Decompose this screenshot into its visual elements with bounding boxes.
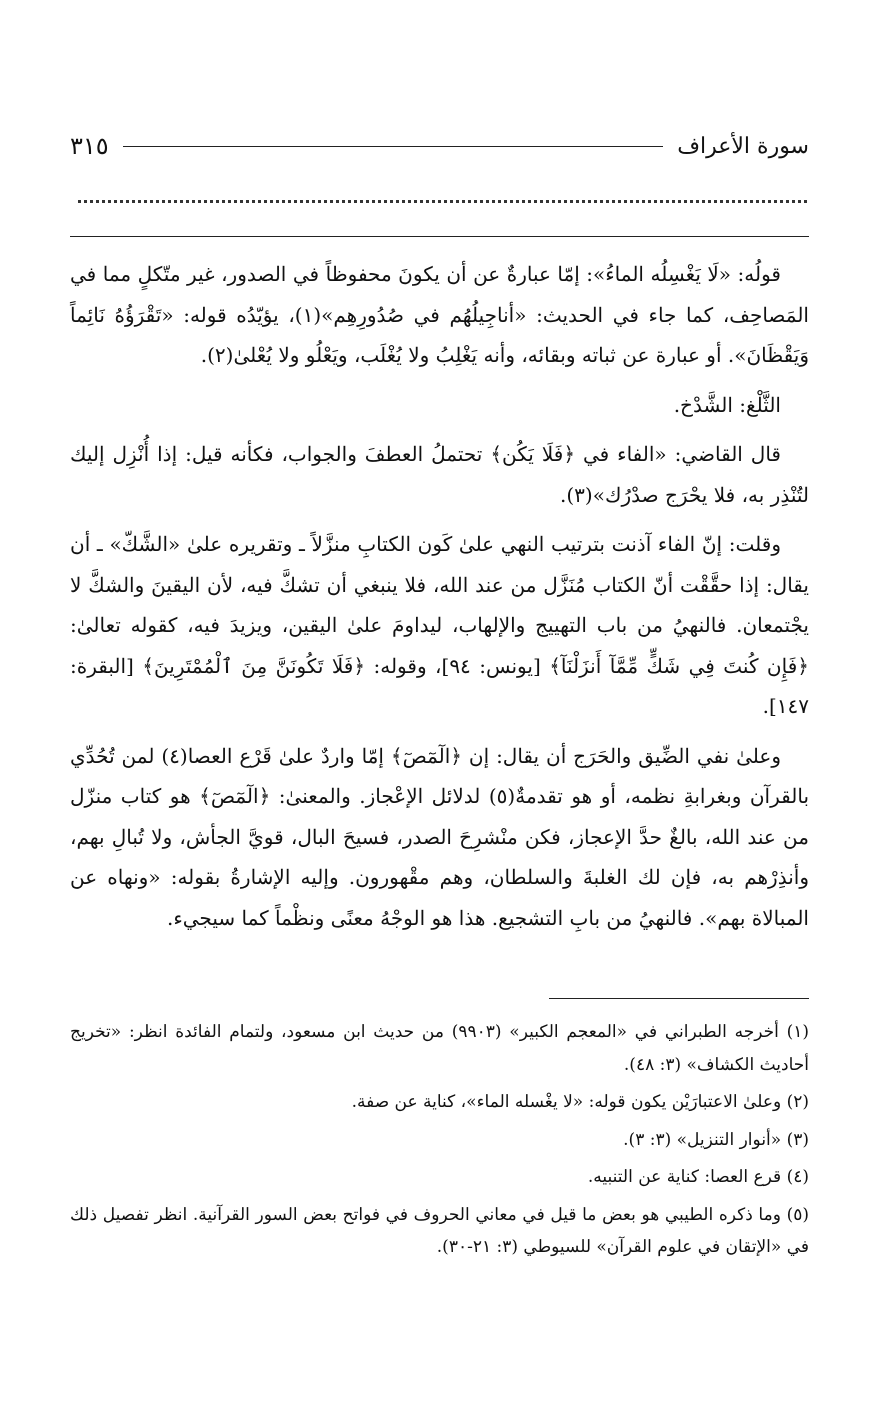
- surah-name: سورة الأعراف: [677, 133, 809, 159]
- header-rule: [123, 146, 664, 147]
- paragraph: وقلت: إنّ الفاء آذنت بترتيب النهي علىٰ كَون الكتابِ منزَّلاً ـ وتقريره علىٰ «الشَّكّ» ـ أن يقال: إذا حقَّقْت أنّ الكتاب مُنَزَّل من عند الله، فلا ينبغي أن تشكَّ فيه، لأن اليقينَ والشكَّ لا يجْتمعان. فالنهيُ من باب التهييج والإلهاب، ليداومَ علىٰ اليقين، ويزيدَ فيه، كقوله تعالىٰ: ﴿فَإِن كُنتَ فِي شَكٍّ مِّمَّآ أَنزَلْنَآ﴾ [يونس: ٩٤]، وقوله: ﴿فَلَا تَكُونَنَّ مِنَ ٱلْمُمْتَرِينَ﴾ [البقرة: ١٤٧].: [70, 532, 809, 718]
- text-top-rule: [70, 236, 809, 237]
- paragraph: وعلىٰ نفي الضِّيق والحَرَج أن يقال: إن ﴿الٓمٓصٓ﴾ إمّا واردٌ علىٰ قَرْع العصا(٤) لمن تُحُدِّي بالقرآن وبغرابةِ نظمه، أو هو تقدمةٌ(٥) لدلائل الإعْجاز. والمعنىٰ: ﴿الٓمٓصٓ﴾ هو كتاب منزّل من عند الله، بالغٌ حدَّ الإعجاز، فكن منْشرِحَ الصدر، فسيحَ البال، قويَّ الجأش، ولا تُبالِ بهم، وأنذِرْهم به، فإن لك الغلبةَ والسلطان، وهم مقْهورون. وإليه الإشارةُ بقوله: «ونهاه عن المبالاة بهم». فالنهيُ من بابِ التشجيع. هذا هو الوجْهُ معنًى ونظْماً كما سيجيء.: [70, 743, 810, 930]
- footnote: (٤) قرع العصا: كناية عن التنبيه.: [587, 1167, 809, 1187]
- footnotes: [70, 1016, 809, 1269]
- footnote: (٣) «أنوار التنزيل» (٣: ٣).: [623, 1129, 809, 1150]
- body-text: [70, 254, 809, 947]
- paragraph: قال القاضي: «الفاء في ﴿فَلَا يَكُن﴾ تحتملُ العطفَ والجواب، فكأنه قيل: إذا أُنْزِل إليك لتُنْذِر به، فلا يحْرَج صدْرُك»(٣).: [70, 442, 809, 507]
- paragraph: الثَّلْغ: الشَّدْخ.: [673, 392, 781, 417]
- footnote-rule: [549, 998, 809, 999]
- dotted-separator: [78, 200, 807, 203]
- footnote: (٥) وما ذكره الطيبي هو بعض ما قيل في معاني الحروف في فواتح بعض السور القرآنية. انظر تفصيل ذلك في «الإتقان في علوم القرآن» للسيوطي (٣: ٢١-٣٠).: [70, 1204, 809, 1257]
- page-number: ٣١٥: [70, 132, 109, 160]
- footnote: (١) أخرجه الطبراني في «المعجم الكبير» (٩٩٠٣) من حديث ابن مسعود، ولتمام الفائدة انظر: «تخريج أحاديث الكشاف» (٣: ٤٨).: [70, 1022, 810, 1075]
- paragraph: قولُه: «لَا يَغْسِلُه الماءُ»: إمّا عبارةٌ عن أن يكونَ محفوظاً في الصدور، غير متّكلٍ مما في المَصاحِف، كما جاء في الحديث: «أناجِيلُهُم في صُدُورِهِم»(١)، يؤيّدُه قوله: «تَقْرَؤُهُ نَائِماً وَيَقْظَانَ». أو عبارة عن ثباته وبقائه، وأنه يَغْلِبُ ولا يُغْلَب، ويَعْلُو ولا يُعْلىٰ(٢).: [70, 262, 809, 367]
- running-header: [70, 128, 809, 164]
- footnote: (٢) وعلىٰ الاعتبارَيْن يكون قوله: «لا يغْسله الماء»، كناية عن صفة.: [351, 1092, 809, 1112]
